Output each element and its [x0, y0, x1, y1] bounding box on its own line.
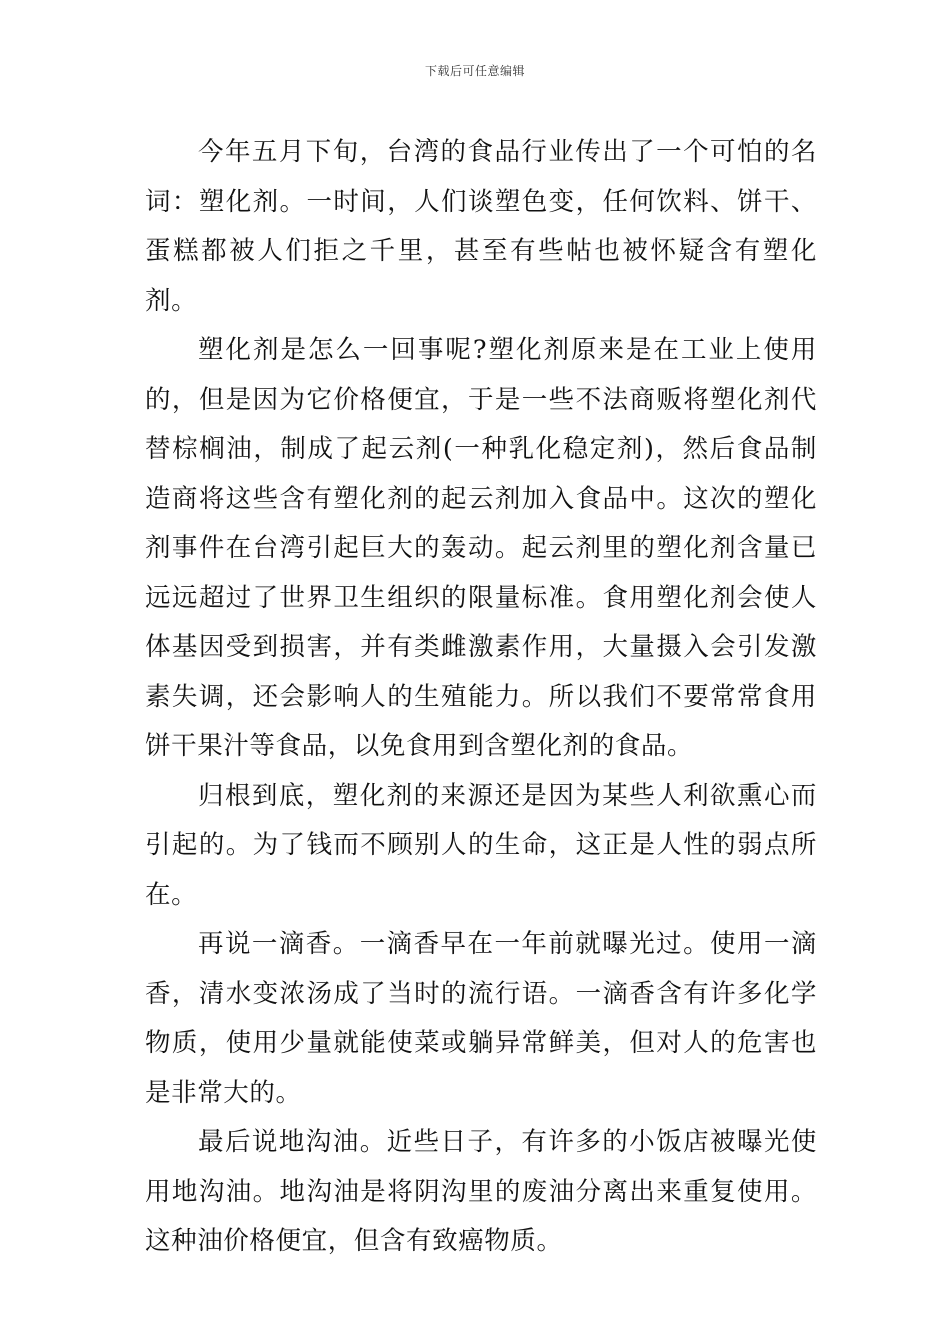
paragraph-3: 归根到底，塑化剂的来源还是因为某些人利欲熏心而引起的。为了钱而不顾别人的生命，这正是人性的弱点所在。	[145, 780, 817, 910]
paragraph-2: 塑化剂是怎么一回事呢?塑化剂原来是在工业上使用的，但是因为它价格便宜，于是一些不法商贩将塑化剂代替棕榈油，制成了起云剂(一种乳化稳定剂)，然后食品制造商将这些含有塑化剂的起云剂加入食品中。这次的塑化剂事件在台湾引起巨大的轰动。起云剂里的塑化剂含量已远远超过了世界卫生组织的限量标准。食用塑化剂会使人体基因受到损害，并有类雌激素作用，大量摄入会引发激素失调，还会影响人的生殖能力。所以我们不要常常食用饼干果汁等食品，以免食用到含塑化剂的食品。	[145, 335, 817, 761]
paragraph-1: 今年五月下旬，台湾的食品行业传出了一个可怕的名词：塑化剂。一时间，人们谈塑色变，任何饮料、饼干、蛋糕都被人们拒之千里，甚至有些帖也被怀疑含有塑化剂。	[145, 137, 817, 316]
page-header: 下载后可任意编辑	[424, 64, 525, 78]
paragraph-5: 最后说地沟油。近些日子，有许多的小饭店被曝光使用地沟油。地沟油是将阴沟里的废油分离出来重复使用。这种油价格便宜，但含有致癌物质。	[145, 1127, 817, 1256]
document-body	[145, 128, 817, 1267]
paragraph-4: 再说一滴香。一滴香早在一年前就曝光过。使用一滴香，清水变浓汤成了当时的流行语。一滴香含有许多化学物质，使用少量就能使菜或躺异常鲜美，但对人的危害也是非常大的。	[145, 929, 817, 1108]
